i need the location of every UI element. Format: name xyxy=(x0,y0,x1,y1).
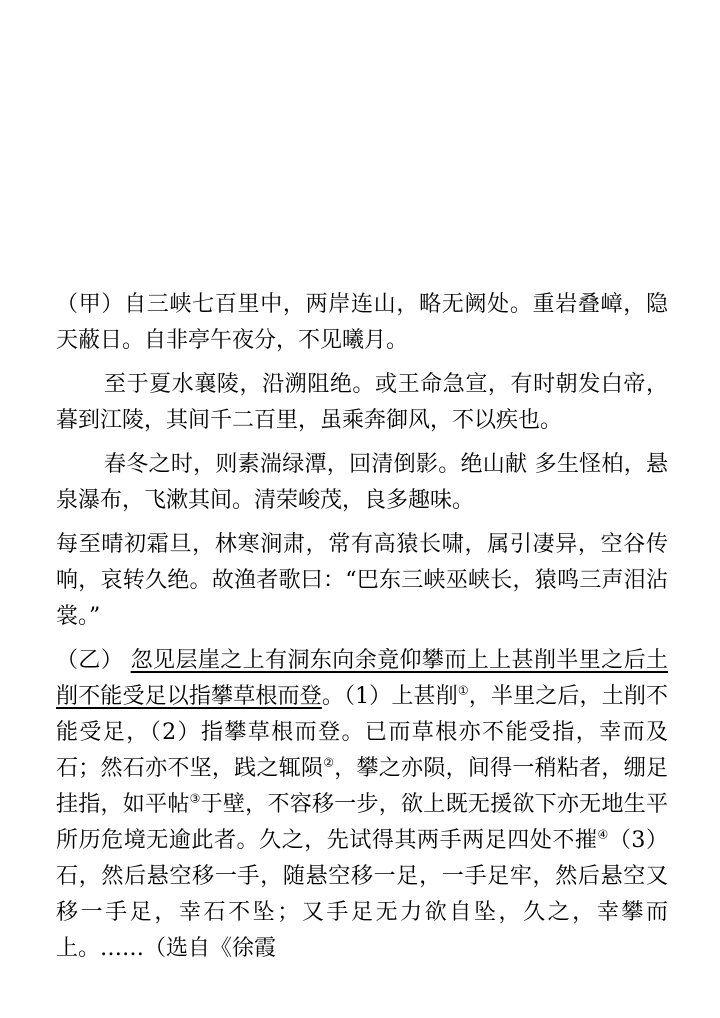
passage-yi-text-4: 于壁，不容移一步，欲上既无援欲下亦无地生平所历危境无逾此者。久之，先试得其两手两足四处不摧 xyxy=(56,792,668,853)
footnote-marker-2: ② xyxy=(323,755,335,770)
passage-yi-text-5: （3）石，然后悬空移一手，随悬空移一足，一手足牢，然后悬空又移一手足，幸石不坠；又手足无力欲自坠，久之，幸攀而上。……（选自《徐霞 xyxy=(56,828,668,961)
underlined-sentence: 忽见层崖之上有洞东向余竟仰攀而上上甚削半里之后土削不能受足以指攀草根而登 xyxy=(56,648,668,709)
text-body xyxy=(56,287,668,975)
footnote-marker-4: ④ xyxy=(597,827,609,842)
passage-yi-text-3: ，攀之亦陨，间得一稍粘者，绷足挂指，如平帖 xyxy=(56,756,668,817)
passage-yi-text-1: 。（1）上甚削 xyxy=(321,684,458,709)
passage-jia-paragraph-2: 至于夏水襄陵，沿溯阻绝。或王命急宣，有时朝发白帝，暮到江陵，其间千二百里，虽乘奔御风，不以疾也。 xyxy=(56,372,668,433)
passage-yi-label: （乙） xyxy=(56,648,124,673)
passage-jia-paragraph-4: 每至晴初霜旦，林寒涧肃，常有高猿长啸，属引凄异，空谷传响，哀转久绝。故渔者歌曰：“巴东三峡巫峡长，猿鸣三声泪沾裳。” xyxy=(56,532,668,629)
passage-jia-paragraph-1: （甲）自三峡七百里中，两岸连山，略无阙处。重岩叠嶂，隐天蔽日。自非亭午夜分，不见曦月。 xyxy=(56,292,668,353)
footnote-marker-1: ① xyxy=(457,683,469,698)
passage-yi-text-2: ，半里之后，土削不能受足，（2）指攀草根而登。已而草根亦不能受指，幸而及石；然石亦不坚，践之辄陨 xyxy=(56,684,668,781)
footnote-marker-3: ③ xyxy=(189,791,201,806)
passage-jia-paragraph-3: 春冬之时，则素湍绿潭，回清倒影。绝山献 多生怪柏，悬泉瀑布，飞漱其间。清荣峻茂，良多趣味。 xyxy=(56,452,668,513)
passage-yi-paragraph xyxy=(56,643,668,967)
